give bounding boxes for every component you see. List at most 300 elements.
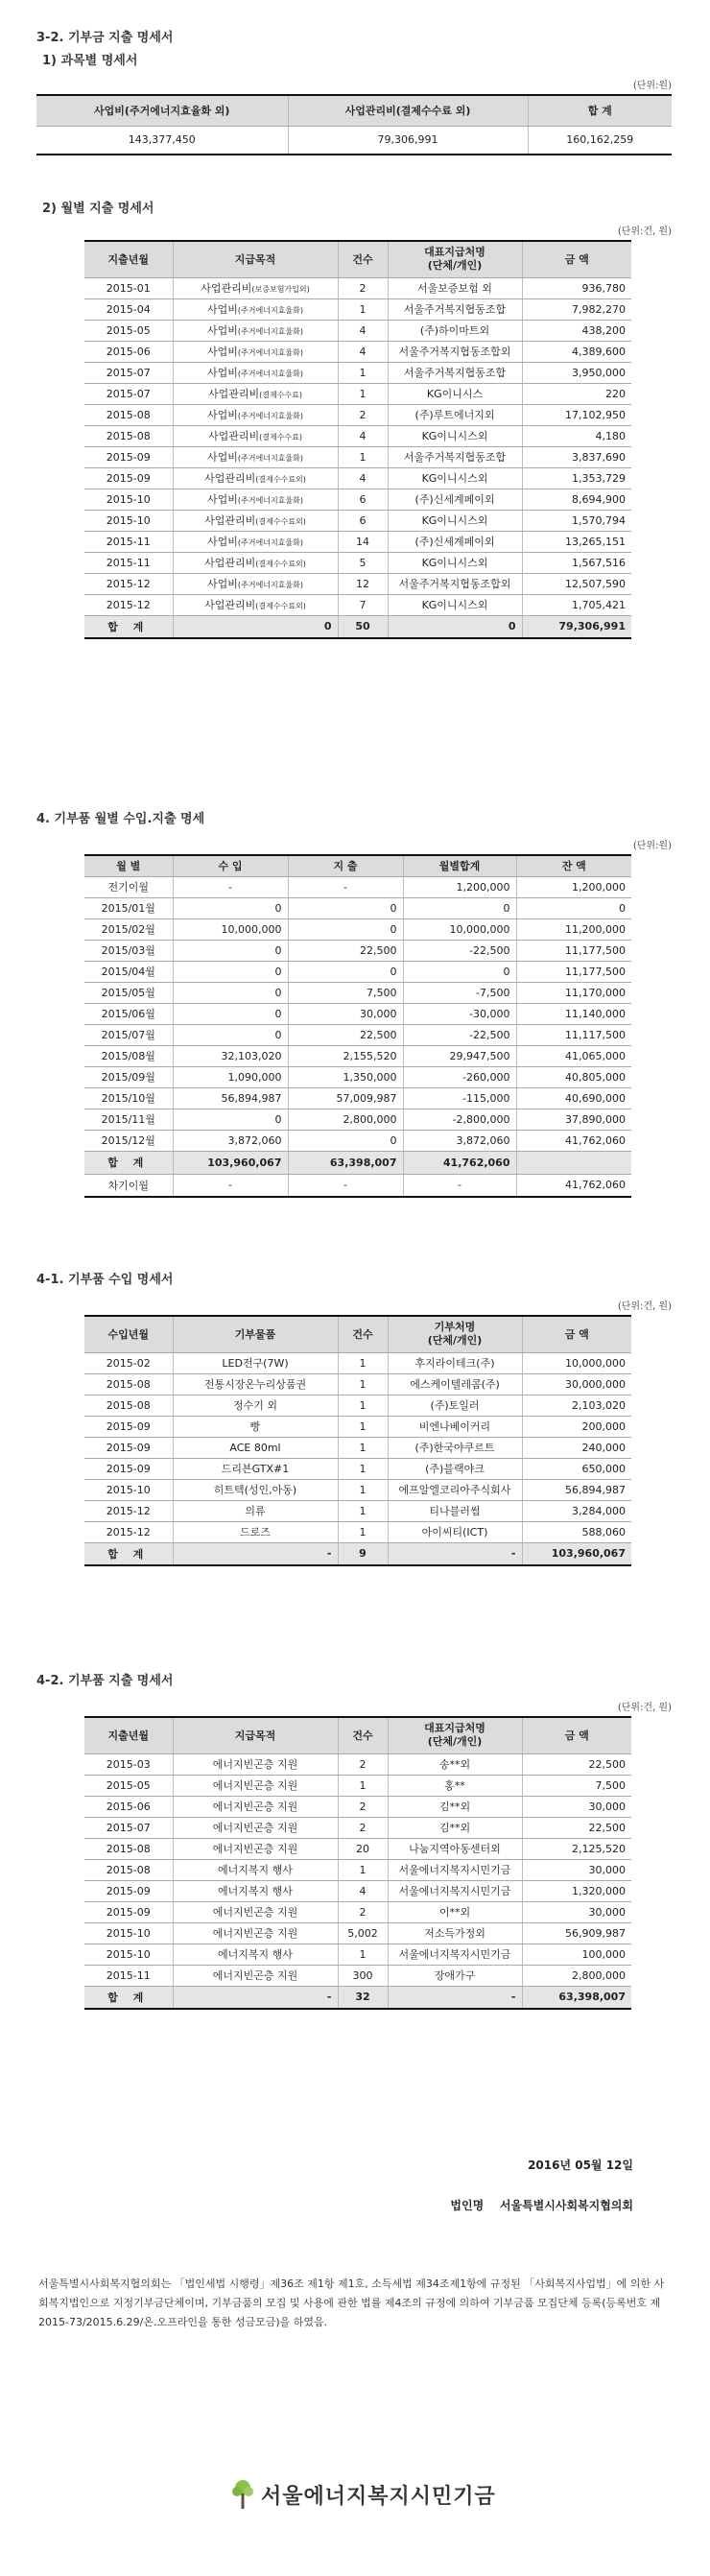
- table-cell: 2015-07: [84, 362, 173, 383]
- table-cell: 40,805,000: [516, 1066, 631, 1087]
- table-row: [84, 1859, 631, 1880]
- table-cell: 서울에너지복지시민기금: [388, 1880, 522, 1901]
- table-cell: 비엔나베이커리: [388, 1416, 522, 1437]
- table-cell: 200,000: [522, 1416, 631, 1437]
- table-cell: -: [173, 876, 288, 897]
- table-cell: 2015-08: [84, 1395, 173, 1416]
- table-cell: [173, 446, 338, 467]
- table-cell: 32: [338, 1986, 388, 2009]
- table-cell: 41,762,060: [516, 1174, 631, 1197]
- table-cell: 438,200: [522, 320, 631, 341]
- table-cell: 합 계: [84, 615, 173, 638]
- purpose-sub: (결제수수료외): [255, 602, 306, 610]
- table-cell: 후지라이테크(주): [388, 1352, 522, 1373]
- header-cell: 잔 액: [516, 855, 631, 876]
- table-cell: 서울에너지복지시민기금: [388, 1944, 522, 1965]
- table-cell: 11,117,500: [516, 1024, 631, 1045]
- table-cell: 합 계: [84, 1151, 173, 1174]
- document-date: 2016년 05월 12일: [528, 2159, 633, 2172]
- table-cell: [173, 594, 338, 615]
- table-cell: 2: [338, 1817, 388, 1838]
- table-cell: 11,177,500: [516, 961, 631, 982]
- table-cell: 0: [288, 1130, 403, 1151]
- table-cell: 22,500: [288, 940, 403, 961]
- table-cell: 650,000: [522, 1458, 631, 1479]
- table-cell: 에너지빈곤층 지원: [173, 1838, 338, 1859]
- table-row: [84, 1395, 631, 1416]
- table-cell: 11,170,000: [516, 982, 631, 1003]
- table-cell: 37,890,000: [516, 1109, 631, 1130]
- table-cell: 에스케이텔레콤(주): [388, 1373, 522, 1395]
- table-cell: 0: [388, 615, 522, 638]
- table-cell: [173, 341, 338, 362]
- table-cell: 2015-08: [84, 1859, 173, 1880]
- table-cell: 2015-09: [84, 1437, 173, 1458]
- unit-label: (단위:건, 원): [617, 1301, 672, 1312]
- unit-label: (단위:원): [632, 81, 672, 91]
- table-cell: 220: [522, 383, 631, 404]
- table-cell: 2: [338, 404, 388, 425]
- table-cell: 에너지복지 행사: [173, 1944, 338, 1965]
- table-cell: 에너지빈곤층 지원: [173, 1922, 338, 1944]
- table-cell: 30,000: [522, 1901, 631, 1922]
- table-cell: 1,320,000: [522, 1880, 631, 1901]
- table-cell: 103,960,067: [173, 1151, 288, 1174]
- table-cell: 김**외: [388, 1796, 522, 1817]
- table-cell: 2015/08월: [84, 1045, 173, 1066]
- table-cell: 30,000: [522, 1796, 631, 1817]
- table-cell: 2015-12: [84, 594, 173, 615]
- table-row: [84, 277, 631, 298]
- table-cell: 50: [338, 615, 388, 638]
- header-cell: 기부처명 (단체/개인): [388, 1316, 522, 1352]
- table-cell: 2015-07: [84, 383, 173, 404]
- table-cell: 에너지빈곤층 지원: [173, 1796, 338, 1817]
- table-cell: 2015-10: [84, 1479, 173, 1500]
- table-row: [84, 1479, 631, 1500]
- table-cell: 2015/01월: [84, 897, 173, 918]
- purpose-main: 사업관리비: [201, 282, 252, 295]
- table-cell: 0: [173, 1109, 288, 1130]
- table-cell: (주)루트에너지외: [388, 404, 522, 425]
- table-cell: 240,000: [522, 1437, 631, 1458]
- table-cell: 2015-04: [84, 298, 173, 320]
- table-cell: 2,103,020: [522, 1395, 631, 1416]
- table-cell: 2015/03월: [84, 940, 173, 961]
- table-cell: 22,500: [522, 1817, 631, 1838]
- unit-label: (단위:건, 원): [617, 1703, 672, 1713]
- table-row: [84, 362, 631, 383]
- table-cell: (주)신세계페이외: [388, 531, 522, 552]
- purpose-sub: (결제수수료): [259, 391, 303, 399]
- table-cell: 1,567,516: [522, 552, 631, 573]
- table-cell: 30,000,000: [522, 1373, 631, 1395]
- purpose-main: 사업관리비: [204, 514, 256, 527]
- table-row: [84, 1796, 631, 1817]
- table-cell: 30,000: [522, 1859, 631, 1880]
- table-cell: 나눔지역아동센터외: [388, 1838, 522, 1859]
- table-cell: 63,398,007: [522, 1986, 631, 2009]
- table-cell: LED전구(7W): [173, 1352, 338, 1373]
- table-cell: 1,705,421: [522, 594, 631, 615]
- purpose-sub: (결제수수료외): [255, 560, 306, 568]
- table-cell: 전통시장온누리상품권: [173, 1373, 338, 1395]
- header-cell: 합 계: [528, 95, 672, 126]
- table-row: [84, 1130, 631, 1151]
- table-cell: 7,500: [522, 1775, 631, 1796]
- purpose-main: 사업비: [207, 324, 238, 337]
- table-cell: 32,103,020: [173, 1045, 288, 1066]
- section-4-title: 4. 기부품 월별 수입.지출 명세: [36, 812, 205, 826]
- table-cell: -: [388, 1542, 522, 1565]
- table-cell: 2: [338, 277, 388, 298]
- table-cell: 합 계: [84, 1542, 173, 1565]
- table-cell: 4: [338, 467, 388, 489]
- table-cell: 2015-03: [84, 1753, 173, 1775]
- table-cell: 2015-09: [84, 1901, 173, 1922]
- header-cell: 지급목적: [173, 1717, 338, 1753]
- table-cell: 10,000,000: [403, 918, 516, 940]
- table-row: [84, 940, 631, 961]
- table-cell: 1: [338, 1373, 388, 1395]
- header-cell: 수입년월: [84, 1316, 173, 1352]
- table-cell: 4: [338, 1880, 388, 1901]
- table-cell: [173, 320, 338, 341]
- table-row: [84, 1458, 631, 1479]
- table-cell: -: [173, 1986, 338, 2009]
- table-cell: 드리븐GTX#1: [173, 1458, 338, 1479]
- table-cell: 41,762,060: [403, 1151, 516, 1174]
- table-cell: 아이씨티(ICT): [388, 1521, 522, 1542]
- purpose-sub: (보증보험가입외): [251, 285, 310, 294]
- table-cell: 2015-10: [84, 510, 173, 531]
- table-cell: 63,398,007: [288, 1151, 403, 1174]
- table-cell: 에너지빈곤층 지원: [173, 1817, 338, 1838]
- tree-icon: [230, 2478, 255, 2511]
- table-cell: 11,140,000: [516, 1003, 631, 1024]
- table-cell: 3,872,060: [173, 1130, 288, 1151]
- table-cell: 1: [338, 446, 388, 467]
- table-cell: 1,350,000: [288, 1066, 403, 1087]
- table-cell: -: [173, 1174, 288, 1197]
- table-cell: 3,950,000: [522, 362, 631, 383]
- table-cell: -115,000: [403, 1087, 516, 1109]
- table-cell: [173, 277, 338, 298]
- table-row: [84, 1416, 631, 1437]
- table-cell: 5,002: [338, 1922, 388, 1944]
- table-cell: (주)신세계페이외: [388, 489, 522, 510]
- table-cell: -30,000: [403, 1003, 516, 1024]
- header-cell: 대표지급처명 (단체/개인): [388, 1717, 522, 1753]
- goods-income-table: [84, 1315, 631, 1566]
- table-cell: 2015-06: [84, 1796, 173, 1817]
- purpose-main: 사업비: [207, 451, 238, 464]
- table-cell: 1,570,794: [522, 510, 631, 531]
- table-row: [84, 1775, 631, 1796]
- table-cell: 2015-12: [84, 1521, 173, 1542]
- table-cell: [173, 383, 338, 404]
- table-cell: -: [388, 1986, 522, 2009]
- table-cell: 0: [173, 1003, 288, 1024]
- table-cell: 1,200,000: [403, 876, 516, 897]
- table-cell: 7,500: [288, 982, 403, 1003]
- table-cell: 7: [338, 594, 388, 615]
- table-cell: -: [288, 876, 403, 897]
- table-cell: ACE 80ml: [173, 1437, 338, 1458]
- table-row: [84, 404, 631, 425]
- table-cell: 41,065,000: [516, 1045, 631, 1066]
- table-cell: 2015/11월: [84, 1109, 173, 1130]
- table-cell: 1: [338, 1416, 388, 1437]
- table-cell: 40,690,000: [516, 1087, 631, 1109]
- table-cell: 서울주거복지협동조합외: [388, 341, 522, 362]
- table-cell: [173, 404, 338, 425]
- purpose-sub: (주거에너지효율화): [237, 370, 303, 378]
- header-cell: 월별합계: [403, 855, 516, 876]
- table-cell: 1,090,000: [173, 1066, 288, 1087]
- table-cell: -260,000: [403, 1066, 516, 1087]
- table-cell: 0: [173, 961, 288, 982]
- unit-label: (단위:원): [632, 841, 672, 851]
- table-cell: 1: [338, 1437, 388, 1458]
- purpose-sub: (주거에너지효율화): [237, 454, 303, 463]
- table-cell: [173, 510, 338, 531]
- table-cell: 드로즈: [173, 1521, 338, 1542]
- table-row: [84, 531, 631, 552]
- table-cell: [173, 425, 338, 446]
- table-cell: 56,894,987: [522, 1479, 631, 1500]
- header-cell: 지급목적: [173, 241, 338, 277]
- header-cell: 금 액: [522, 1717, 631, 1753]
- table-cell: 티나블러썸: [388, 1500, 522, 1521]
- table-cell: [173, 531, 338, 552]
- table-cell: 2015-09: [84, 1416, 173, 1437]
- table-cell: 0: [288, 918, 403, 940]
- table-cell: 4: [338, 320, 388, 341]
- table-cell: 2,125,520: [522, 1838, 631, 1859]
- table-cell: 3,872,060: [403, 1130, 516, 1151]
- table-cell: 0: [173, 940, 288, 961]
- section-4-1-title: 4-1. 기부품 수입 명세서: [36, 1273, 174, 1287]
- table-cell: 7,982,270: [522, 298, 631, 320]
- table-row: [84, 489, 631, 510]
- table-row: [84, 1944, 631, 1965]
- table-cell: 2015-08: [84, 1838, 173, 1859]
- table-cell: 22,500: [522, 1753, 631, 1775]
- table-cell: 1: [338, 1352, 388, 1373]
- table-row: [84, 320, 631, 341]
- table-cell: 3,284,000: [522, 1500, 631, 1521]
- table-cell: 2015/07월: [84, 1024, 173, 1045]
- header-cell: 지출년월: [84, 1717, 173, 1753]
- table-cell: 김**외: [388, 1817, 522, 1838]
- table-cell: 13,265,151: [522, 531, 631, 552]
- purpose-main: 사업관리비: [204, 472, 256, 485]
- table-row: [84, 1753, 631, 1775]
- table-cell: 0: [173, 897, 288, 918]
- corp-name: 서울특별시사회복지협의회: [499, 2199, 633, 2212]
- table-row: [84, 1838, 631, 1859]
- subtitle-by-category: 1) 과목별 명세서: [42, 54, 138, 68]
- header-cell: 건수: [338, 1717, 388, 1753]
- category-summary-table: [36, 94, 672, 155]
- purpose-main: 사업비: [207, 578, 238, 590]
- purpose-main: 사업비: [207, 409, 238, 421]
- table-cell: 2015-07: [84, 1817, 173, 1838]
- table-row: [84, 1003, 631, 1024]
- purpose-main: 사업관리비: [207, 430, 260, 442]
- table-cell: 2015-05: [84, 320, 173, 341]
- table-row: [84, 573, 631, 594]
- table-row: [84, 1352, 631, 1373]
- table-row: [84, 1880, 631, 1901]
- table-cell: [173, 298, 338, 320]
- table-cell: 143,377,450: [36, 126, 288, 155]
- table-cell: 2015-12: [84, 1500, 173, 1521]
- table-cell: 0: [288, 961, 403, 982]
- table-cell: -2,800,000: [403, 1109, 516, 1130]
- logo-text: 서울에너지복지시민기금: [261, 2484, 496, 2509]
- purpose-main: 사업비: [207, 536, 238, 548]
- table-cell: 2015-11: [84, 1965, 173, 1986]
- table-cell: 2015/10월: [84, 1087, 173, 1109]
- header-cell: 지출년월: [84, 241, 173, 277]
- header-cell: 수 입: [173, 855, 288, 876]
- table-row: [84, 1922, 631, 1944]
- purpose-sub: (결제수수료): [259, 433, 303, 441]
- table-cell: 2: [338, 1753, 388, 1775]
- table-cell: 588,060: [522, 1521, 631, 1542]
- table-cell: 전기이월: [84, 876, 173, 897]
- table-cell: 1: [338, 1944, 388, 1965]
- purpose-main: 사업비: [207, 367, 238, 379]
- goods-monthly-table: [84, 854, 631, 1198]
- header-cell: 지 출: [288, 855, 403, 876]
- table-cell: 에너지복지 행사: [173, 1859, 338, 1880]
- purpose-sub: (결제수수료외): [255, 517, 306, 526]
- table-cell: 2015-08: [84, 1373, 173, 1395]
- total-row: [84, 1986, 631, 2009]
- purpose-main: 사업관리비: [204, 557, 256, 569]
- table-cell: 3,837,690: [522, 446, 631, 467]
- table-cell: 41,762,060: [516, 1130, 631, 1151]
- table-cell: 79,306,991: [288, 126, 528, 155]
- total-row: [84, 1151, 631, 1174]
- header-cell: 건수: [338, 1316, 388, 1352]
- table-cell: [173, 467, 338, 489]
- table-cell: 차기이월: [84, 1174, 173, 1197]
- table-row: [84, 1373, 631, 1395]
- table-cell: 103,960,067: [522, 1542, 631, 1565]
- table-cell: [173, 489, 338, 510]
- table-row: [84, 1500, 631, 1521]
- table-cell: 0: [173, 615, 338, 638]
- table-row: [84, 467, 631, 489]
- total-row: [84, 1542, 631, 1565]
- table-row: [84, 1521, 631, 1542]
- table-cell: -22,500: [403, 1024, 516, 1045]
- header-cell: 대표지급처명 (단체/개인): [388, 241, 522, 277]
- table-cell: 송**외: [388, 1753, 522, 1775]
- table-row: [84, 341, 631, 362]
- table-cell: [173, 362, 338, 383]
- table-cell: 정수기 외: [173, 1395, 338, 1416]
- table-cell: 2015/04월: [84, 961, 173, 982]
- table-cell: (주)한국야쿠르트: [388, 1437, 522, 1458]
- table-row: [84, 510, 631, 531]
- table-cell: 1: [338, 298, 388, 320]
- table-cell: 6: [338, 510, 388, 531]
- table-cell: KG이니시스외: [388, 594, 522, 615]
- purpose-main: 사업비: [207, 346, 238, 358]
- table-cell: 1,353,729: [522, 467, 631, 489]
- table-cell: 4: [338, 425, 388, 446]
- table-cell: 1: [338, 362, 388, 383]
- table-cell: 2,155,520: [288, 1045, 403, 1066]
- table-cell: 4: [338, 341, 388, 362]
- table-cell: 936,780: [522, 277, 631, 298]
- table-cell: 11,177,500: [516, 940, 631, 961]
- purpose-main: 사업관리비: [204, 599, 256, 611]
- table-cell: 2,800,000: [522, 1965, 631, 1986]
- table-cell: 100,000: [522, 1944, 631, 1965]
- table-cell: KG이니시스외: [388, 467, 522, 489]
- table-cell: 2015/02월: [84, 918, 173, 940]
- table-cell: 에너지빈곤층 지원: [173, 1775, 338, 1796]
- table-cell: 2015/05월: [84, 982, 173, 1003]
- table-cell: 2015/09월: [84, 1066, 173, 1087]
- table-cell: 히트텍(성인,아동): [173, 1479, 338, 1500]
- purpose-sub: (주거에너지효율화): [237, 538, 303, 547]
- table-row: [84, 918, 631, 940]
- table-cell: 8,694,900: [522, 489, 631, 510]
- table-cell: 56,909,987: [522, 1922, 631, 1944]
- table-cell: 12,507,590: [522, 573, 631, 594]
- table-row: [84, 961, 631, 982]
- table-cell: 1: [338, 1395, 388, 1416]
- table-cell: 2015-10: [84, 1944, 173, 1965]
- table-cell: 20: [338, 1838, 388, 1859]
- table-row: [84, 1066, 631, 1087]
- table-row: [84, 1817, 631, 1838]
- purpose-sub: (주거에너지효율화): [237, 581, 303, 589]
- header-cell: 기부물품: [173, 1316, 338, 1352]
- table-cell: 2015-02: [84, 1352, 173, 1373]
- table-cell: 에너지빈곤층 지원: [173, 1753, 338, 1775]
- table-cell: 1: [338, 1521, 388, 1542]
- table-cell: [173, 573, 338, 594]
- table-cell: KG이니시스외: [388, 552, 522, 573]
- table-cell: 의류: [173, 1500, 338, 1521]
- table-cell: 서울주거복지협동조합: [388, 362, 522, 383]
- table-cell: KG이니시스외: [388, 510, 522, 531]
- table-cell: 1,200,000: [516, 876, 631, 897]
- table-cell: 10,000,000: [173, 918, 288, 940]
- table-row: [84, 1901, 631, 1922]
- header-cell: 사업비(주거에너지효율화 외): [36, 95, 288, 126]
- table-cell: 30,000: [288, 1003, 403, 1024]
- table-cell: 2015-09: [84, 446, 173, 467]
- table-cell: 5: [338, 552, 388, 573]
- table-cell: 2015-12: [84, 573, 173, 594]
- table-cell: 79,306,991: [522, 615, 631, 638]
- table-cell: 11,200,000: [516, 918, 631, 940]
- table-cell: 2015-10: [84, 489, 173, 510]
- table-cell: 10,000,000: [522, 1352, 631, 1373]
- table-cell: 1: [338, 383, 388, 404]
- table-cell: 2015-08: [84, 425, 173, 446]
- legal-note: 서울특별시사회복지협의회는 「법인세법 시행령」제36조 제1항 제1호, 소득세법 제34조제1항에 규정된 「사회복지사업법」에 의한 사회복지법인으로 지정기부금단체이며, 기부금품의 모집 및 사용에 관한 법률 제4조의 규정에 의하여 기부금품 모집단체 등록(등록번호 제2015-73/2015.6.29/온.오프라인을 통한 성금모금)을 하였음.: [38, 2278, 665, 2328]
